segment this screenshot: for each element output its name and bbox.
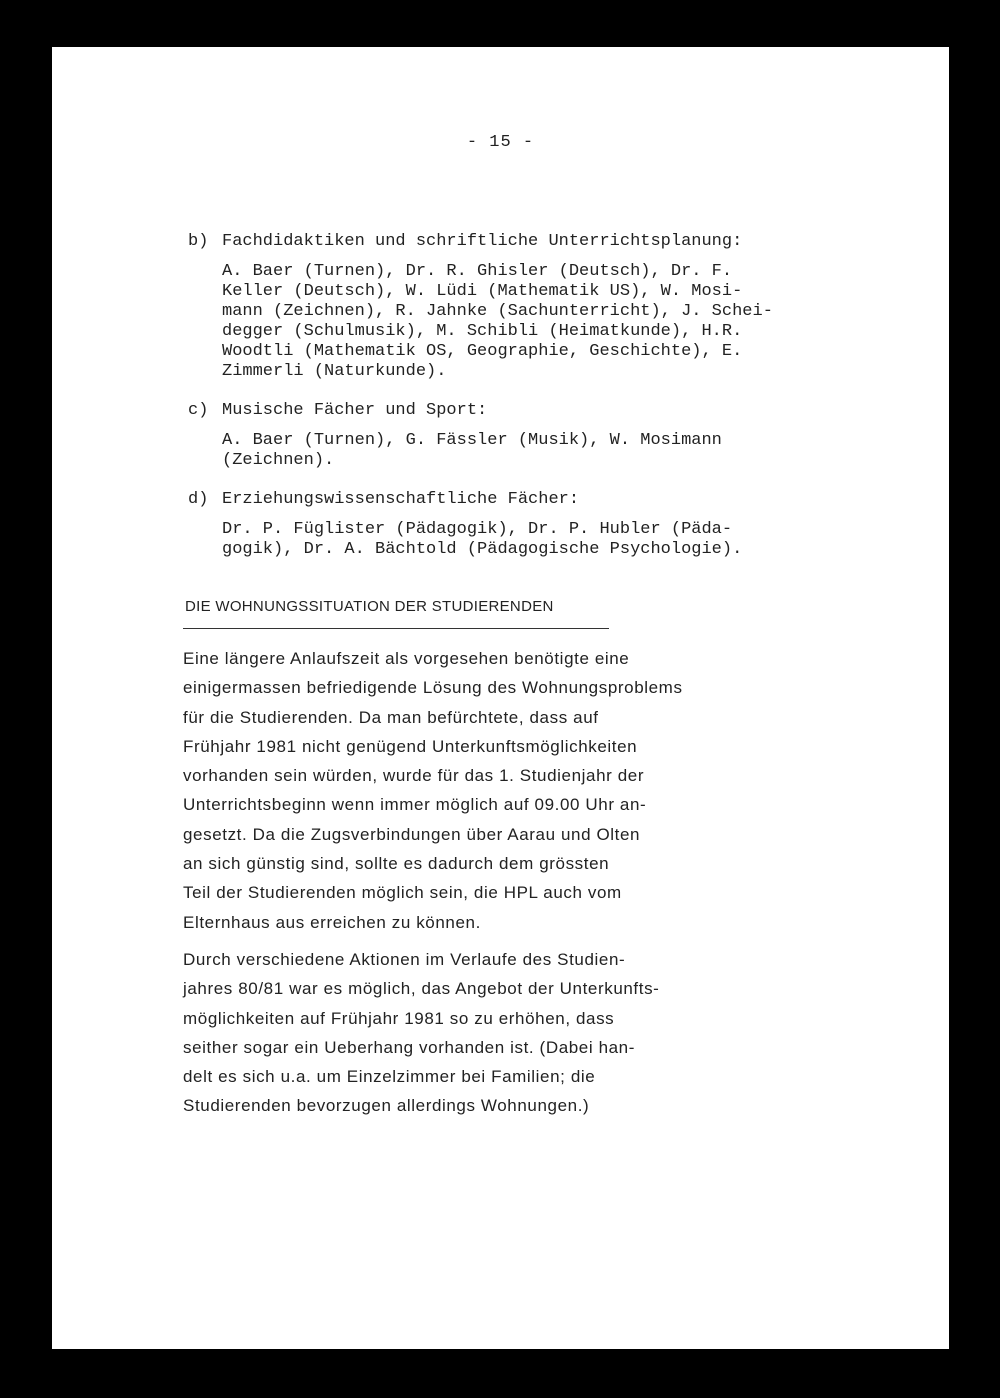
section-heading-housing: DIE WOHNUNGSSITUATION DER STUDIERENDEN (185, 598, 554, 615)
section-title: Erziehungswissenschaftliche Fächer: (222, 490, 580, 509)
section-b (188, 231, 838, 382)
section-body: A. Baer (Turnen), Dr. R. Ghisler (Deutsch), Dr. F. Keller (Deutsch), W. Lüdi (Mathematik US), W. Mosi- mann (Zeichnen), R. Jahnke (Sachunterricht), J. Schei- degger (Schulmusik), M. Schibli (Heimatkunde), H.R. Woodtli (Mathematik OS, Geographie, Geschichte), E. Zimmerli (Naturkunde). (222, 262, 773, 381)
section-c (188, 400, 838, 471)
page-number: - 15 - (466, 133, 535, 152)
section-heading (188, 231, 838, 253)
document-page (52, 47, 949, 1349)
section-heading (188, 400, 838, 422)
section-body: A. Baer (Turnen), G. Fässler (Musik), W. Mosimann (Zeichnen). (222, 431, 722, 470)
paragraph: Durch verschiedene Aktionen im Verlaufe des Studien- jahres 80/81 war es möglich, das Angebot der Unterkunfts- möglichkeiten auf Frühjahr 1981 so zu erhöhen, dass seither sogar ein Ueberhang vorhanden ist. (Dabei han- delt es sich u.a. um Einzelzimmer bei Familien; die Studierenden bevorzugen allerdings Wohnungen.) (183, 950, 660, 1116)
section-title: Musische Fächer und Sport: (222, 401, 488, 420)
section-letter: b) (188, 232, 209, 251)
heading-underline (183, 628, 609, 629)
section-body: Dr. P. Füglister (Pädagogik), Dr. P. Hubler (Päda- gogik), Dr. A. Bächtold (Pädagogische Psychologie). (222, 520, 743, 559)
section-letter: d) (188, 490, 209, 509)
section-heading (188, 489, 838, 511)
section-title: Fachdidaktiken und schriftliche Unterrichtsplanung: (222, 232, 743, 251)
paragraph: Eine längere Anlaufszeit als vorgesehen benötigte eine einigermassen befriedigende Lösung des Wohnungsproblems für die Studierenden. Da man befürchtete, dass auf Frühjahr 1981 nicht genügend Unterkunftsmöglichkeiten vorhanden sein würden, wurde für das 1. Studienjahr der Unterrichtsbeginn wenn immer möglich auf 09.00 Uhr an- gesetzt. Da die Zugsverbindungen über Aarau und Olten an sich günstig sind, sollte es dadurch dem grössten Teil der Studierenden möglich sein, die HPL auch vom Elternhaus aus erreichen zu können. (183, 649, 683, 932)
section-d (188, 489, 838, 560)
section-letter: c) (188, 401, 209, 420)
